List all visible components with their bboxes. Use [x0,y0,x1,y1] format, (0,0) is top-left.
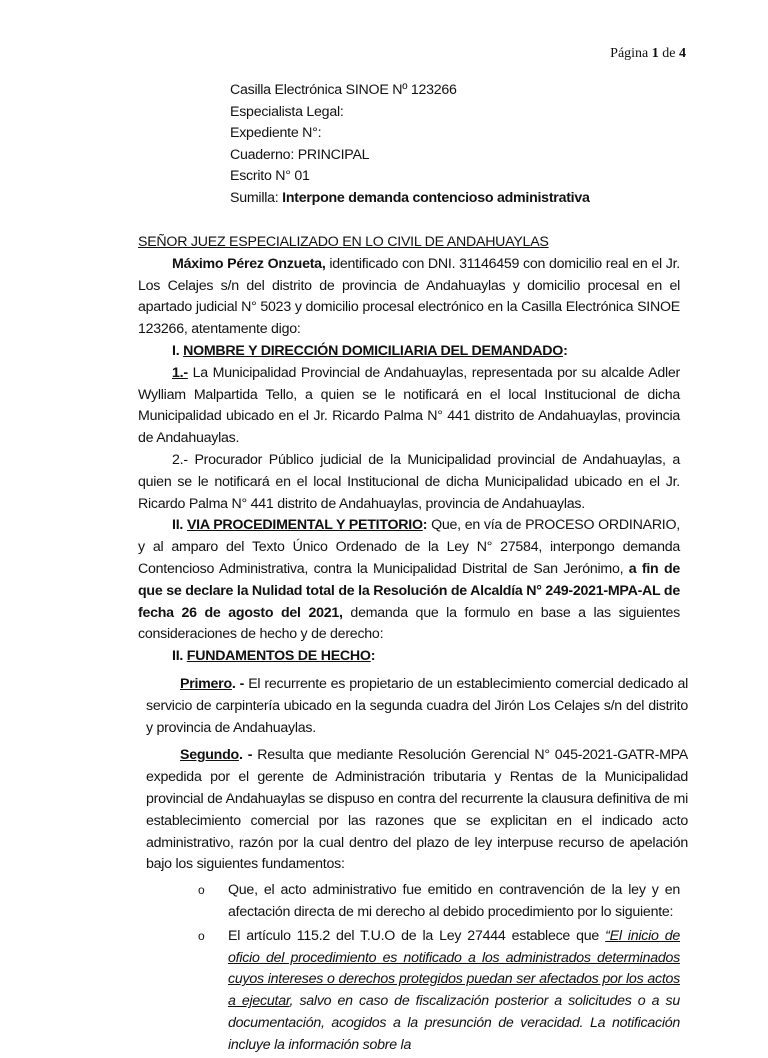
intro-paragraph: Máximo Pérez Onzueta, identificado con DNI. 31146459 con domicilio real en el Jr. Los Celajes s/n del distrito de provincia de Andahuaylas y domicilio procesal en el apartado judicial N° 5023 y domicilio procesal electrónico en la Casilla Electrónica SINOE 123266, atentamente digo: [138,255,680,338]
list-item: o El artículo 115.2 del T.U.O de la Ley 27444 establece que “El inicio de oficio del procedimiento es notificado a los administrados determinados cuyos intereses o derechos protegidos puedan ser afectados por los actos a ejecutar, salvo en caso de fiscalización posterior a solicitudes o a su documentación, acogidos a la presunción de veracidad. La notificación incluye la información sobre la [198,927,680,1053]
document-body [138,232,689,1058]
bullet-icon: o [198,928,205,943]
bullet-icon: o [198,883,205,898]
plaintiff-name: Máximo Pérez Onzueta, [172,255,326,272]
cuaderno-line: Cuaderno: PRINCIPAL [230,146,370,163]
fact-primero: Primero. - El recurrente es propietario de un establecimiento comercial dedicado al servicio de carpintería ubicado en la segunda cuadra del Jirón Los Celajes s/n del distrito y provincia de Andahuaylas. [146,675,689,736]
fact-segundo: Segundo. - Resulta que mediante Resolución Gerencial N° 045-2021-GATR-MPA expedida por el gerente de Administración tributaria y Rentas de la Municipalidad provincial de Andahuaylas se dispuso en contra del recurrente la clausura definitiva de mi establecimiento comercial por las razones que se explicitan en el indicado acto administrativo, razón por la cual dentro del plazo de ley interpuse recurso de apelación bajo los siguientes fundamentos: [146,747,689,873]
petition-bold: a fin de que se declare la Nulidad total de la Resolución de Alcaldía N° 249-2021-MPA-AL de fecha 26 de agosto del 2021, [138,560,680,621]
addressee: SEÑOR JUEZ ESPECIALIZADO EN LO CIVIL DE ANDAHUAYLAS [138,234,549,250]
list-item: o Que, el acto administrativo fue emitido en contravención de la ley y en afectación directa de mi derecho al debido procedimiento por lo siguiente: [198,882,680,920]
appeal-grounds-list [138,880,680,1056]
legal-quote: “El inicio de oficio del procedimiento es notificado a los administrados determinados cuyos intereses o derechos protegidos puedan ser afectados por los actos a ejecutar [228,927,680,1010]
section-2-paragraph: II. VIA PROCEDIMENTAL Y PETITORIO: Que, en vía de PROCESO ORDINARIO, y al amparo del Texto Único Ordenado de la Ley N° 27584, interpongo demanda Contencioso Administrativa, contra la Municipalidad Distrital de San Jerónimo, a fin de que se declare la Nulidad total de la Resolución de Alcaldía N° 249-2021-MPA-AL de fecha 26 de agosto del 2021, demanda que la formulo en base a las siguientes consideraciones de hecho y de derecho: [138,517,680,643]
page-number: Página 1 de 4 [610,46,686,61]
defendant-2: 2.- Procurador Público judicial de la Municipalidad provincial de Andahuaylas, a quien se le notificará en el local Institucional de dicha Municipalidad ubicado en el Jr. Ricardo Palma N° 441 distrito de Andahuaylas, provincia de Andahuaylas. [138,451,680,512]
section-1-heading: I. NOMBRE Y DIRECCIÓN DOMICILIARIA DEL DEMANDADO: [172,342,568,359]
sumilla-line: Sumilla: Interpone demanda contencioso administrativa [230,189,590,206]
casilla-line: Casilla Electrónica SINOE Nº 123266 [230,82,457,98]
section-2-title: VIA PROCEDIMENTAL Y PETITORIO [186,517,423,534]
defendant-1: 1.- La Municipalidad Provincial de Andahuaylas, representada por su alcalde Adler Wylliam Malpartida Tello, a quien se le notificará en el local Institucional de dicha Municipalidad ubicado en el Jr. Ricardo Palma N° 441 distrito de Andahuaylas, provincia de Andahuaylas. [138,364,680,447]
especialista-line: Especialista Legal: [230,103,344,120]
expediente-line: Expediente N°: [230,125,322,141]
case-header [230,80,590,209]
sumilla-value: Interpone demanda contencioso administrativa [282,189,590,206]
section-3-heading: II. FUNDAMENTOS DE HECHO: [172,648,376,665]
escrito-line: Escrito N° 01 [230,168,310,184]
